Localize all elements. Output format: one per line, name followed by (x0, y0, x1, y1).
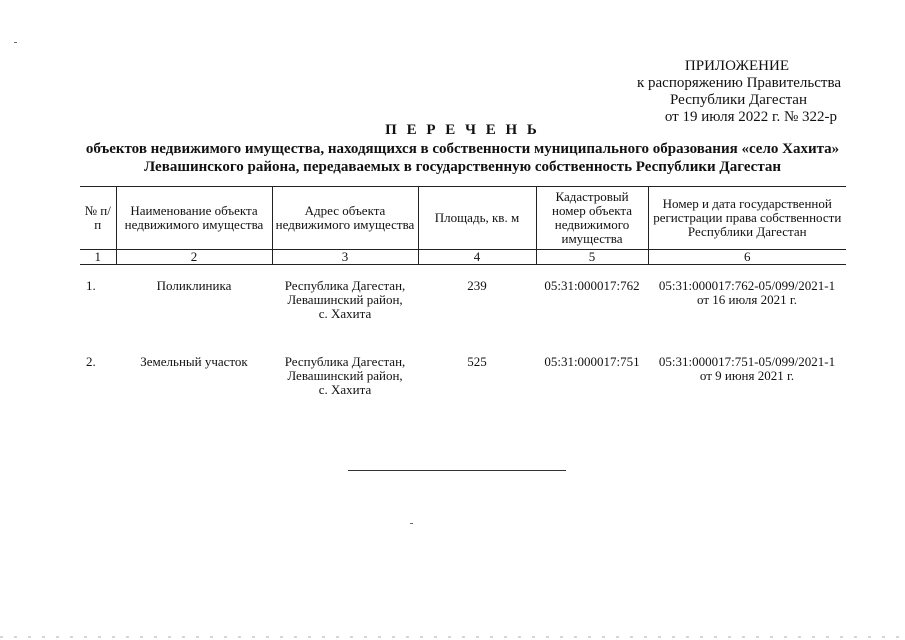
row-number: 1. (86, 278, 96, 293)
scan-speck (14, 42, 17, 43)
row-object-name: Земельный участок (140, 354, 248, 369)
row-address-line: с. Хахита (318, 306, 372, 321)
appendix-decree-line: к распоряжению Правительства (636, 75, 841, 91)
table-row (80, 265, 846, 342)
table-row (80, 341, 846, 417)
row-registration-number: 05:31:000017:751-05/099/2021-1 (658, 354, 836, 369)
property-table (80, 186, 846, 417)
row-cadastral-number: 05:31:000017:762 (544, 278, 640, 293)
row-address-line: Республика Дагестан, (284, 278, 406, 293)
scan-speck (410, 523, 413, 524)
column-number: 1 (80, 250, 116, 265)
column-number: 6 (648, 250, 846, 265)
document-subtitle-line-2: Левашинского района, передаваемых в государственную собственность Республики Дагестан (143, 159, 782, 175)
column-number: 2 (116, 250, 272, 265)
header-object-name: Наименование объекта недвижимого имущества (116, 187, 272, 250)
row-address-line: Левашинский район, (287, 368, 403, 383)
row-object-name: Поликлиника (156, 278, 232, 293)
appendix-title: ПРИЛОЖЕНИЕ (684, 58, 789, 74)
header-area: Площадь, кв. м (418, 187, 536, 250)
closing-line (348, 470, 566, 471)
row-address-line: Республика Дагестан, (284, 354, 406, 369)
header-address: Адрес объекта недвижимого имущества (272, 187, 418, 250)
row-address (272, 341, 418, 417)
row-area: 525 (467, 354, 487, 369)
row-address-line: с. Хахита (318, 382, 372, 397)
row-area: 239 (467, 278, 487, 293)
appendix-republic-line: Республики Дагестан (670, 92, 807, 108)
header-number: № п/п (80, 187, 116, 250)
column-number: 5 (536, 250, 648, 265)
header-registration: Номер и дата государственной регистрации права собственности Республики Дагестан (648, 187, 846, 250)
document-subtitle (0, 140, 905, 176)
appendix-date-line: от 19 июля 2022 г. № 322-р (664, 109, 837, 125)
row-registration-number: 05:31:000017:762-05/099/2021-1 (658, 278, 836, 293)
row-registration (648, 341, 846, 417)
row-cadastral-number: 05:31:000017:751 (544, 354, 640, 369)
table-header-row (80, 187, 846, 250)
scan-edge-noise (0, 636, 905, 638)
row-address (272, 265, 418, 342)
row-number: 2. (86, 354, 96, 369)
document-subtitle-line-1: объектов недвижимого имущества, находящихся в собственности муниципального образования «село Хахита» (85, 141, 840, 157)
row-registration-date: от 16 июля 2021 г. (697, 292, 797, 307)
column-number-row (80, 250, 846, 265)
document-title: П Е Р Е Ч Е Н Ь (385, 122, 540, 138)
header-cadastral-number: Кадастровый номер объекта недвижимого имущества (536, 187, 648, 250)
column-number: 3 (272, 250, 418, 265)
row-address-line: Левашинский район, (287, 292, 403, 307)
row-registration-date: от 9 июня 2021 г. (699, 368, 795, 383)
column-number: 4 (418, 250, 536, 265)
row-registration (648, 265, 846, 342)
appendix-block (521, 58, 841, 126)
